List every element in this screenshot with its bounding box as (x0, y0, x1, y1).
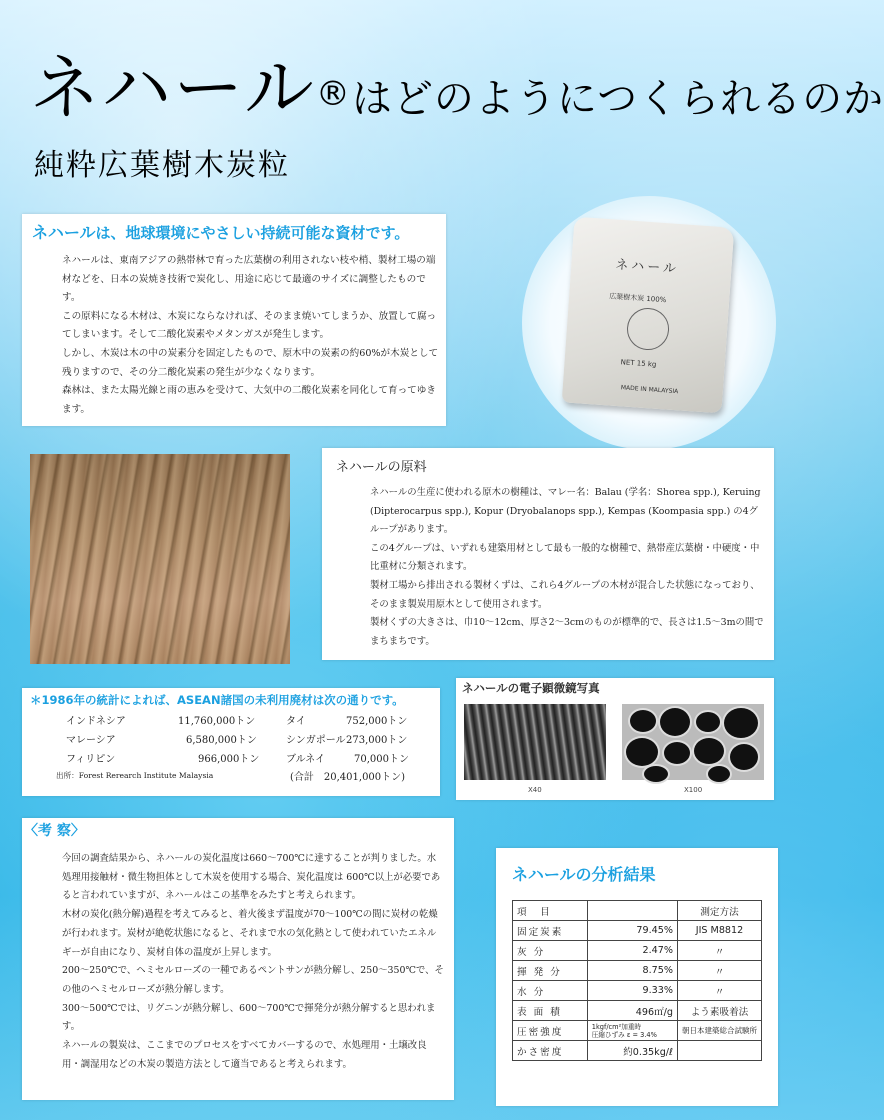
value-cell: 8.75% (587, 961, 677, 981)
table-row (513, 921, 762, 941)
discussion-paragraph: ネハールの製炭は、ここまでのプロセスをすべてカバーするので、水処理用・土壌改良用・調湿用などの木炭の製造方法として適当であると考えられます。 (62, 1040, 427, 1070)
country-name: ブルネイ (286, 754, 326, 765)
method-cell: 朝日本建築総合試験所 (678, 1021, 762, 1041)
raw-material-paragraph: この4グループは、いずれも建築用材として最も一般的な樹種で、熱帯産広葉樹・中硬度・中比重材に分類されます。 (370, 542, 760, 573)
bag-brand: ネハール (614, 257, 680, 278)
statistics-row (22, 712, 440, 728)
country-value: 752,000トン (346, 716, 408, 727)
table-header-item: 項 目 (513, 901, 588, 921)
table-header-method: 測定方法 (678, 901, 762, 921)
country-value: 70,000トン (354, 754, 409, 765)
discussion-panel (22, 818, 454, 1100)
pore (722, 706, 760, 740)
table-row (513, 1041, 762, 1061)
table-row (513, 961, 762, 981)
sem-caption-x100: X100 (684, 786, 703, 794)
statistics-row (22, 731, 440, 747)
discussion-paragraph: 木材の炭化(熱分解)過程を考えてみると、着火後まず温度が70～100℃の間に炭材の乾燥が行われます。炭材が絶乾状態になると、それまで水の気化熱として使われていたエネルギーが自由になり、炭材自体の温度が上昇します。 (62, 909, 438, 958)
pore (694, 710, 722, 734)
pore (628, 708, 658, 734)
value-cell: 9.33% (587, 981, 677, 1001)
sem-photos-panel (456, 678, 774, 800)
value-cell (587, 1021, 677, 1041)
method-cell: 〃 (678, 941, 762, 961)
country-name: フィリピン (66, 754, 116, 765)
country-value: 6,580,000トン (186, 735, 257, 746)
plowed-field-photo (30, 454, 290, 664)
page-subtitle: 純粋広葉樹木炭粒 (34, 148, 290, 183)
pore (642, 764, 670, 784)
analysis-results-panel (496, 848, 778, 1106)
registered-mark: ® (315, 74, 352, 114)
country-name: インドネシア (66, 716, 126, 727)
bag-seal-icon (626, 307, 671, 352)
table-row (513, 1001, 762, 1021)
intro-paragraph: 森林は、また太陽光線と雨の恵みを受けて、大気中の二酸化炭素を同化して育ってゆきます。 (62, 385, 436, 415)
sem-heading: ネハールの電子顕微鏡写真 (462, 681, 600, 695)
statistics-total: (合計 20,401,000トン) (290, 772, 406, 783)
raw-material-paragraph: ネハールの生産に使われる原木の樹種は、マレー名：Balau (学名：Shorea spp.), Keruing (Dipterocarpus spp.), Kopur (Dryobalanops spp.), Kempas (Koompasia spp.) の4グループがあります。 (370, 487, 761, 536)
country-name: マレーシア (66, 735, 116, 746)
bag-made-in: MADE IN MALAYSIA (620, 384, 679, 396)
intro-body (62, 252, 440, 419)
value-cell: 約0.35kg/ℓ (587, 1041, 677, 1061)
table-row (513, 981, 762, 1001)
discussion-paragraph: 300～500℃では、リグニンが熱分解し、600～700℃で揮発分が熱分解すると思われます。 (62, 1002, 436, 1033)
table-row (513, 1021, 762, 1041)
page-title (30, 48, 884, 139)
sem-caption-x40: X40 (528, 786, 542, 794)
intro-paragraph: ネハールは、東南アジアの熱帯林で育った広葉樹の利用されない枝や梢、製材工場の端材などを、日本の炭焼き技術で炭化し、用途に応じて最適のサイズに調整したものです。 (62, 255, 436, 304)
item-cell: かさ密度 (513, 1041, 588, 1061)
bag-line: 広葉樹木炭 100% (608, 292, 667, 305)
country-name: タイ (286, 716, 306, 727)
value-cell: 496㎡/g (587, 1001, 677, 1021)
item-cell: 灰 分 (513, 941, 588, 961)
analysis-heading: ネハールの分析結果 (512, 865, 656, 884)
bag-net-weight: NET 15 kg (620, 358, 657, 369)
item-cell: 固定炭素 (513, 921, 588, 941)
pore (728, 742, 760, 772)
raw-material-heading: ネハールの原料 (336, 460, 427, 475)
table-header-row (513, 901, 762, 921)
raw-material-panel (322, 448, 774, 660)
item-cell: 揮 発 分 (513, 961, 588, 981)
country-name: シンガポール (286, 735, 346, 746)
intro-heading: ネハールは、地球環境にやさしい持続可能な資材です。 (32, 223, 410, 242)
item-cell: 圧密強度 (513, 1021, 588, 1041)
item-cell: 表 面 積 (513, 1001, 588, 1021)
discussion-heading: 〈考 察〉 (24, 823, 85, 839)
analysis-table (512, 900, 762, 1061)
country-value: 11,760,000トン (178, 716, 256, 727)
method-cell: JIS M8812 (678, 921, 762, 941)
intro-paragraph: しかし、木炭は木の中の炭素分を固定したもので、原木中の炭素の約60%が木炭として残りますので、その分二酸化炭素の発生が少なくなります。 (62, 347, 439, 378)
product-bag-photo (522, 196, 776, 450)
sem-photo-x100 (622, 704, 764, 780)
value-line: 1kgf/cm²加重時 (591, 1022, 642, 1031)
method-cell: 〃 (678, 961, 762, 981)
raw-material-paragraph: 製材工場から排出される製材くずは、これら4グループの木材が混合した状態になっており、そのまま製炭用原木として使用されます。 (370, 579, 760, 610)
value-line: 圧縮ひずみ ε = 3.4% (591, 1030, 657, 1039)
pore (662, 740, 692, 766)
title-brand: ネハール (30, 47, 316, 129)
country-value: 966,000トン (198, 754, 260, 765)
value-cell: 79.45% (587, 921, 677, 941)
discussion-paragraph: 200～250℃で、ヘミセルローズの一種であるペントサンが熱分解し、250～350℃で、その他のヘミセルローズが熱分解します。 (62, 965, 444, 995)
intro-panel (22, 214, 446, 426)
pore (658, 706, 692, 738)
table-header-value (587, 901, 677, 921)
method-cell: 〃 (678, 981, 762, 1001)
discussion-body (62, 850, 444, 1074)
statistics-source: 出所：Forest Rerearch Institute Malaysia (56, 771, 214, 780)
discussion-paragraph: 今回の調査結果から、ネハールの炭化温度は660～700℃に達することが判りました。水処理用接触材・微生物担体として木炭を使用する場合、炭化温度は 600℃以上が必要であると言われていますが、ネハールはこの基準をみたすと考えられます。 (62, 853, 441, 902)
raw-material-body (370, 484, 764, 651)
raw-material-paragraph: 製材くずの大きさは、巾10～12cm、厚さ2～3cmのものが標準的で、長さは1.5～3mの間でまちまちです。 (370, 617, 764, 647)
method-cell: よう素吸着法 (678, 1001, 762, 1021)
table-row (513, 941, 762, 961)
title-rest: はどのようにつくられるのか (351, 76, 884, 122)
asean-statistics-panel (22, 688, 440, 796)
intro-paragraph: この原料になる木材は、木炭にならなければ、そのまま焼いてしまうか、放置して腐ってしまいます。そして二酸化炭素やメタンガスが発生します。 (62, 310, 437, 341)
value-cell: 2.47% (587, 941, 677, 961)
charcoal-bag (562, 217, 735, 414)
pore (706, 764, 732, 784)
statistics-row (22, 750, 440, 766)
pore (692, 736, 726, 766)
method-cell (678, 1041, 762, 1061)
country-value: 273,000トン (346, 735, 408, 746)
statistics-heading: ＊1986年の統計によれば、ASEAN諸国の未利用廃材は次の通りです。 (30, 693, 404, 707)
item-cell: 水 分 (513, 981, 588, 1001)
sem-photo-x40 (464, 704, 606, 780)
